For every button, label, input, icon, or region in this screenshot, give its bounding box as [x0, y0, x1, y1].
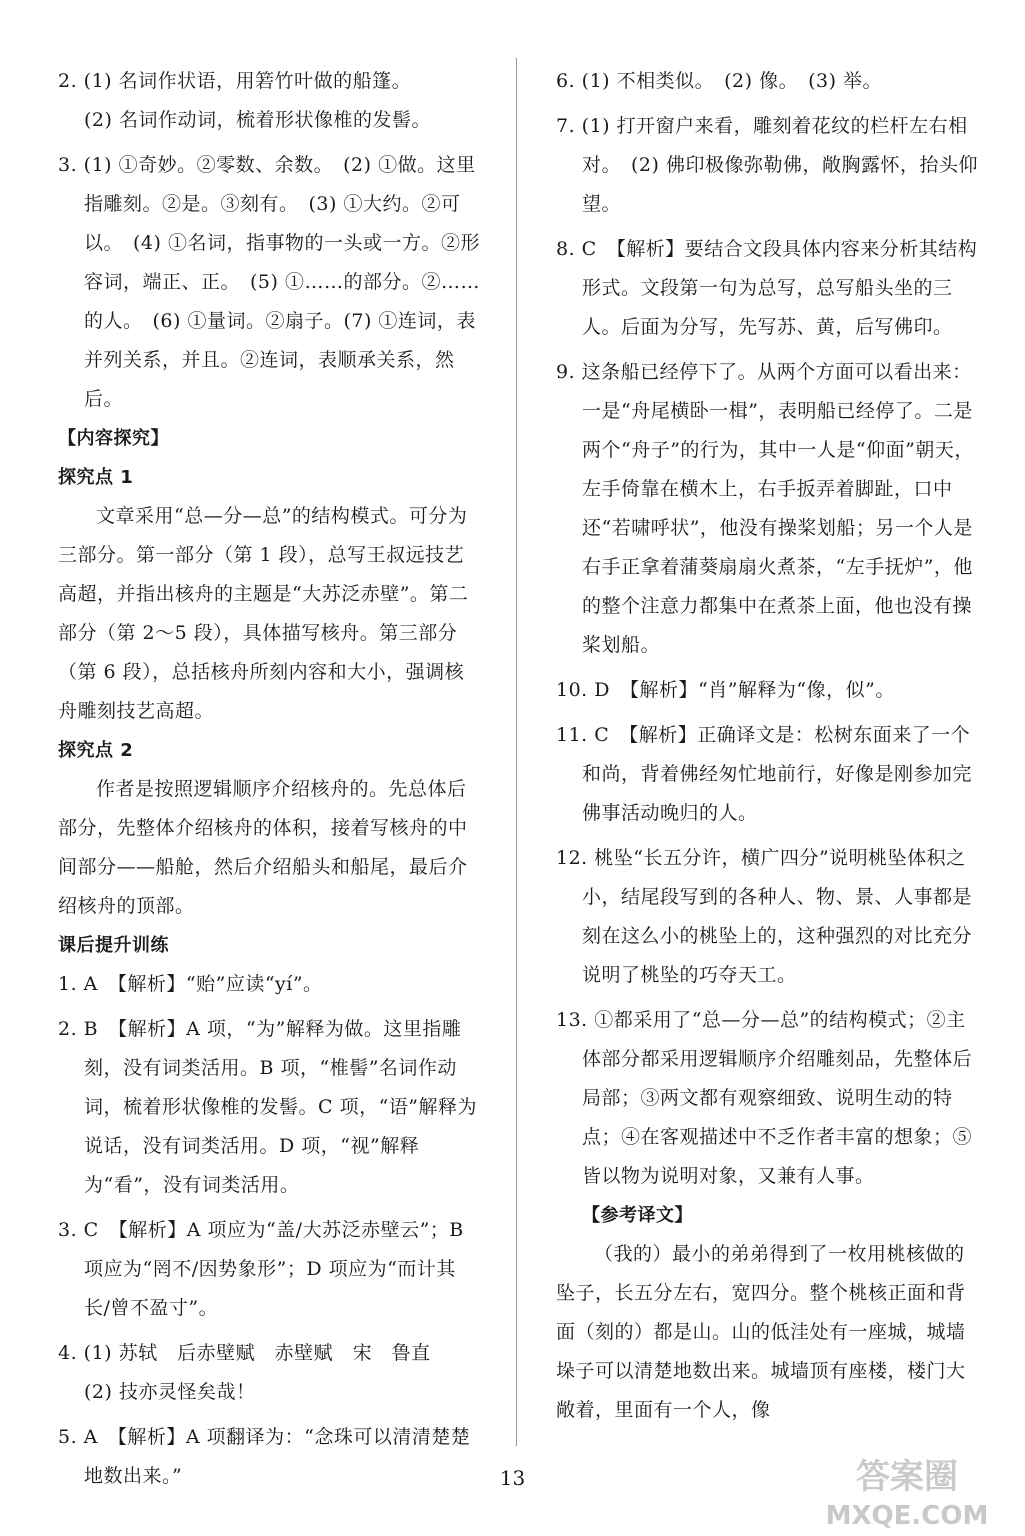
column-divider	[516, 58, 517, 1446]
explore-point-2-text: 作者是按照逻辑顺序介绍核舟的。先总体后部分，先整体介绍核舟的体积，接着写核舟的中间部分——船舱，然后介绍船头和船尾，最后介绍核舟的顶部。	[58, 778, 468, 917]
section-heading-content-explore: 【内容探究】	[58, 428, 169, 449]
practice-answer-2: 2. B 【解析】A 项，“为”解释为做。这里指雕刻，没有词类活用。B 项，“椎髻”名词作动词，梳着形状像椎的发髻。C 项，“语”解释为说话，没有词类活用。D 项，“视”解释为“看”，没有词类活用。	[58, 1018, 478, 1196]
answer-2-sub: (2) 名词作动词，梳着形状像椎的发髻。	[84, 109, 431, 131]
answer-3: 3. (1) ①奇妙。②零数、余数。 (2) ①做。这里指雕刻。②是。③刻有。 (3) ①大约。②可以。 (4) ①名词，指事物的一头或一方。②形容词，端正、正。 (5) ①……的部分。②……的人。 (6) ①量词。②扇子。(7) ①连词，表并列关系，并且。②连词，表顺承关系，然后。	[58, 154, 480, 410]
page-number: 13	[499, 1466, 526, 1490]
practice-answer-1: 1. A 【解析】“贻”应读“yí”。	[58, 973, 323, 995]
practice-answer-12: 12. 桃坠“长五分许，横广四分”说明桃坠体积之小，结尾段写到的各种人、物、景、人事都是刻在这么小的桃坠上的，这种强烈的对比充分说明了桃坠的巧夺天工。	[556, 847, 973, 986]
practice-answer-13: 13. ①都采用了“总—分—总”的结构模式；②主体部分都采用逻辑顺序介绍雕刻品，先整体后局部；③两文都有观察细致、说明生动的特点；④在客观描述中不乏作者丰富的想象；⑤皆以物为说明对象，又兼有人事。	[556, 1009, 973, 1187]
practice-answer-4-sub: (2) 技亦灵怪矣哉！	[84, 1381, 256, 1403]
watermark-bottom-text: MXQE.COM	[825, 1501, 989, 1531]
section-heading-practice: 课后提升训练	[58, 935, 169, 956]
practice-answer-9: 9. 这条船已经停下了。从两个方面可以看出来：一是“舟尾横卧一楫”，表明船已经停了。二是两个“舟子”的行为，其中一人是“仰面”朝天，左手倚靠在横木上，右手扳弄着脚趾，口中还“若啸呼状”，他没有操桨划船；另一个人是右手正拿着蒲葵扇扇火煮茶，“左手抚炉”，他的整个注意力都集中在煮茶上面，他也没有操桨划船。	[556, 361, 974, 656]
explore-point-2-heading: 探究点 2	[58, 740, 134, 761]
practice-answer-5: 5. A 【解析】A 项翻译为：“念珠可以清清楚楚地数出来。”	[58, 1426, 471, 1487]
reference-translation-heading: 【参考译文】	[582, 1205, 693, 1226]
practice-answer-4: 4. (1) 苏轼 后赤壁赋 赤壁赋 宋 鲁直	[58, 1342, 431, 1364]
watermark-top-text: 答案圈	[856, 1457, 958, 1497]
practice-answer-6: 6. (1) 不相类似。 (2) 像。 (3) 举。	[556, 70, 883, 92]
right-column	[556, 62, 981, 1430]
practice-answer-3: 3. C 【解析】A 项应为“盖/大苏泛赤壁云”；B 项应为“罔不/因势象形”；D 项应为“而计其长/曾不盈寸”。	[58, 1219, 464, 1319]
practice-answer-11: 11. C 【解析】正确译文是：松树东面来了一个和尚，背着佛经匆忙地前行，好像是刚参加完佛事活动晚归的人。	[556, 724, 973, 824]
practice-answer-8: 8. C 【解析】要结合文段具体内容来分析其结构形式。文段第一句为总写，总写船头坐的三人。后面为分写，先写苏、黄，后写佛印。	[556, 238, 978, 338]
practice-answer-10: 10. D 【解析】“肖”解释为“像，似”。	[556, 679, 895, 701]
answer-2: 2. (1) 名词作状语，用箬竹叶做的船篷。	[58, 70, 412, 92]
practice-answer-7: 7. (1) 打开窗户来看，雕刻着花纹的栏杆左右相对。 (2) 佛印极像弥勒佛，敞胸露怀，抬头仰望。	[556, 115, 978, 215]
left-column	[58, 62, 482, 1496]
explore-point-1-heading: 探究点 1	[58, 467, 134, 488]
watermark-logo	[807, 1448, 1007, 1532]
reference-translation-text: （我的）最小的弟弟得到了一枚用桃核做的坠子，长五分左右，宽四分。整个桃核正面和背面（刻的）都是山。山的低洼处有一座城，城墙垛子可以清楚地数出来。城墙顶有座楼，楼门大敞着，里面有一个人，像	[556, 1243, 966, 1421]
explore-point-1-text: 文章采用“总—分—总”的结构模式。可分为三部分。第一部分（第 1 段），总写王叔远技艺高超，并指出核舟的主题是“大苏泛赤壁”。第二部分（第 2～5 段），具体描写核舟。第三部分（第 6 段），总括核舟所刻内容和大小，强调核舟雕刻技艺高超。	[58, 505, 469, 722]
